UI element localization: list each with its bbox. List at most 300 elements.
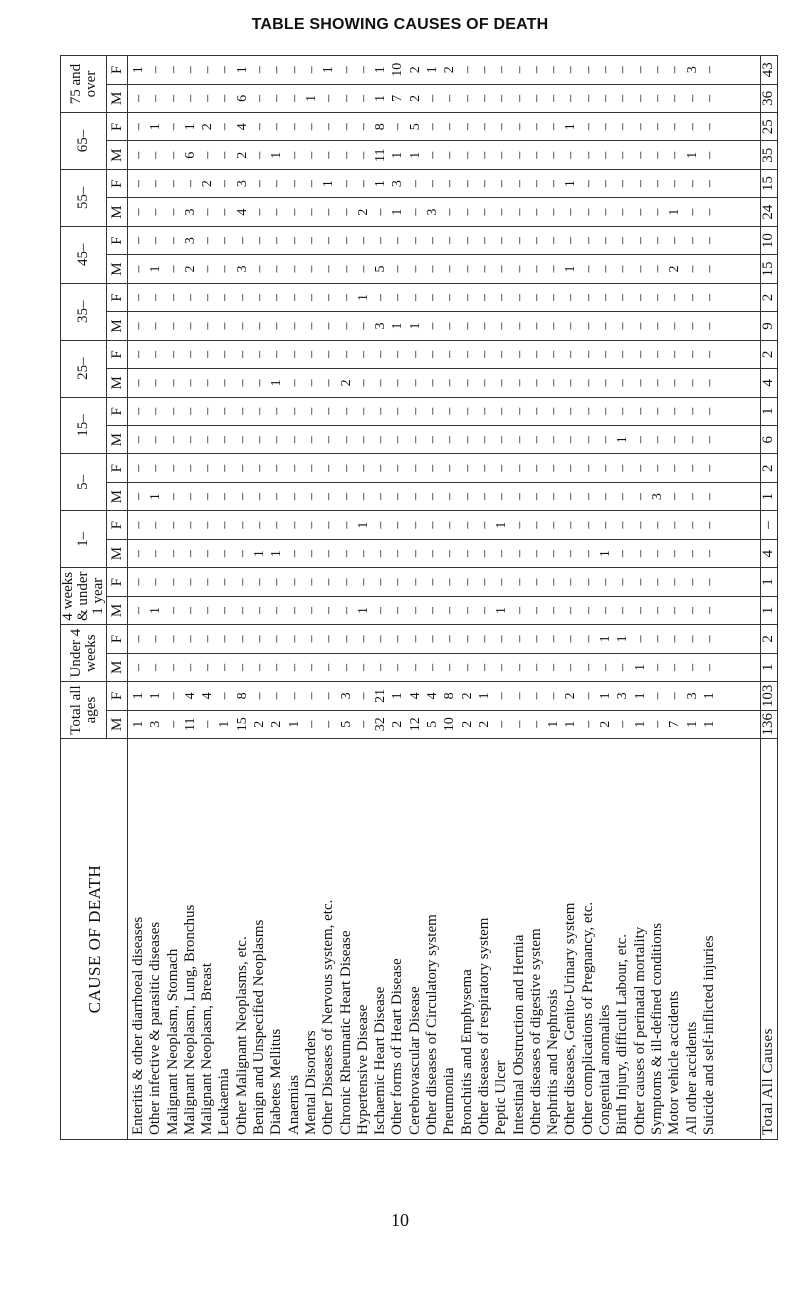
cell-value: – xyxy=(528,350,544,358)
cell-value: – xyxy=(286,692,302,700)
cell-value: – xyxy=(148,379,164,387)
cell-value: – xyxy=(649,606,665,614)
cell-value: 1 xyxy=(615,635,631,643)
cell-value: – xyxy=(321,578,337,586)
total-value: 4 xyxy=(760,369,777,397)
cell-value: – xyxy=(338,464,354,472)
cell-value: – xyxy=(425,493,441,501)
cell-value: – xyxy=(217,123,233,131)
cell-value: – xyxy=(165,151,181,159)
cell-value: 4 xyxy=(200,692,216,700)
cell-value: – xyxy=(200,436,216,444)
cell-value: – xyxy=(632,237,648,245)
cell-value: – xyxy=(701,208,717,216)
cell-value: – xyxy=(165,293,181,301)
cell-value: – xyxy=(234,521,250,529)
cell-value: – xyxy=(632,208,648,216)
cell-value: – xyxy=(373,293,389,301)
total-value: – xyxy=(760,511,777,539)
cell-value: – xyxy=(459,322,475,330)
cell-value: 1 xyxy=(615,436,631,444)
cell-value: – xyxy=(442,663,458,671)
cell-value: 2 xyxy=(200,123,216,131)
cell-value: 2 xyxy=(667,265,683,273)
cell-value: – xyxy=(234,407,250,415)
cell-value: 10 xyxy=(442,717,458,732)
cell-value: – xyxy=(546,692,562,700)
cell-value: – xyxy=(425,578,441,586)
cell-value: – xyxy=(321,350,337,358)
cell-value: – xyxy=(390,663,406,671)
cell-value: – xyxy=(684,606,700,614)
value-column xyxy=(128,169,761,197)
cell-value: – xyxy=(632,151,648,159)
cell-value: – xyxy=(528,578,544,586)
cell-value: – xyxy=(701,635,717,643)
cell-value: 2 xyxy=(252,720,268,728)
cell-value: 1 xyxy=(269,379,285,387)
male-column-header: M xyxy=(107,653,128,681)
cell-value: – xyxy=(338,237,354,245)
male-column-header: M xyxy=(107,539,128,567)
cell-value: – xyxy=(321,663,337,671)
cell-value: – xyxy=(632,521,648,529)
cell-value: – xyxy=(649,208,665,216)
cell-value: – xyxy=(182,180,198,188)
cell-value: 1 xyxy=(563,720,579,728)
cell-value: – xyxy=(217,293,233,301)
age-group-header: 15– xyxy=(61,397,107,454)
cell-value: – xyxy=(200,521,216,529)
cell-value: – xyxy=(546,180,562,188)
cell-value: 8 xyxy=(442,692,458,700)
cell-value: – xyxy=(667,436,683,444)
cell-value: 15 xyxy=(234,717,250,732)
cell-value: 1 xyxy=(632,663,648,671)
cell-value: – xyxy=(476,663,492,671)
cause-label: Leukaemia xyxy=(216,1068,233,1135)
cell-value: – xyxy=(476,94,492,102)
cell-value: – xyxy=(131,322,146,330)
value-column xyxy=(128,539,761,567)
age-group-header: 65– xyxy=(61,113,107,170)
cell-value: – xyxy=(667,237,683,245)
cell-value: – xyxy=(321,521,337,529)
cell-value: – xyxy=(528,407,544,415)
cell-value: – xyxy=(355,663,371,671)
cell-value: – xyxy=(494,322,510,330)
value-column xyxy=(128,710,761,738)
cell-value: – xyxy=(182,635,198,643)
cell-value: – xyxy=(511,521,527,529)
cell-value: – xyxy=(234,436,250,444)
total-row xyxy=(760,56,777,1140)
cause-label: Other forms of Heart Disease xyxy=(389,958,406,1135)
cell-value: – xyxy=(528,379,544,387)
cell-value: – xyxy=(667,123,683,131)
cell-value: – xyxy=(528,180,544,188)
cell-value: – xyxy=(252,180,268,188)
male-column-header: M xyxy=(107,710,128,738)
cell-value: – xyxy=(580,94,596,102)
cell-value: – xyxy=(615,407,631,415)
cell-value: – xyxy=(494,407,510,415)
cell-value: – xyxy=(355,692,371,700)
female-column-header: F xyxy=(107,283,128,311)
cell-value: – xyxy=(632,350,648,358)
cause-label: Other Malignant Neoplasms, etc. xyxy=(233,936,250,1135)
cell-value: – xyxy=(511,379,527,387)
cell-value: – xyxy=(148,436,164,444)
cell-value: 1 xyxy=(407,151,423,159)
page-title: TABLE SHOWING CAUSES OF DEATH xyxy=(251,16,549,33)
cell-value: – xyxy=(321,265,337,273)
cell-value: – xyxy=(701,94,717,102)
female-column-header: F xyxy=(107,226,128,254)
cell-value: – xyxy=(476,66,492,74)
cell-value: – xyxy=(598,493,614,501)
cell-value: – xyxy=(303,407,319,415)
cell-value: – xyxy=(615,350,631,358)
cell-value: – xyxy=(494,123,510,131)
cell-value: – xyxy=(131,237,146,245)
total-value: 1 xyxy=(760,596,777,624)
cell-value: – xyxy=(131,208,146,216)
cell-value: 2 xyxy=(355,208,371,216)
cell-value: – xyxy=(165,436,181,444)
total-value: 1 xyxy=(760,482,777,510)
cell-value: – xyxy=(442,180,458,188)
cell-value: – xyxy=(511,663,527,671)
cell-value: – xyxy=(580,322,596,330)
cell-value: – xyxy=(217,322,233,330)
cell-value: – xyxy=(494,180,510,188)
cell-value: – xyxy=(476,293,492,301)
cell-value: – xyxy=(546,407,562,415)
cause-label: Motor vehicle accidents xyxy=(666,990,683,1135)
cell-value: – xyxy=(632,464,648,472)
total-value: 2 xyxy=(760,454,777,482)
cell-value: – xyxy=(286,606,302,614)
cell-value: – xyxy=(425,293,441,301)
cell-value: – xyxy=(632,407,648,415)
cell-value: – xyxy=(442,521,458,529)
cell-value: – xyxy=(217,208,233,216)
cause-label: Other infective & parasitic diseases xyxy=(147,921,164,1135)
cause-label: Other causes of perinatal mortality xyxy=(631,926,648,1135)
cell-value: – xyxy=(373,436,389,444)
cell-value: – xyxy=(511,293,527,301)
cell-value: 1 xyxy=(598,692,614,700)
male-column-header: M xyxy=(107,84,128,112)
cell-value: – xyxy=(355,550,371,558)
cell-value: – xyxy=(563,436,579,444)
cell-value: – xyxy=(407,578,423,586)
cell-value: – xyxy=(598,379,614,387)
cell-value: – xyxy=(528,94,544,102)
cell-value: – xyxy=(182,350,198,358)
cell-value: – xyxy=(407,635,423,643)
age-group-header: 1– xyxy=(61,511,107,568)
cell-value: – xyxy=(165,407,181,415)
cell-value: – xyxy=(252,293,268,301)
cell-value: – xyxy=(459,578,475,586)
cell-value: 1 xyxy=(321,66,337,74)
cell-value: – xyxy=(580,550,596,558)
cell-value: – xyxy=(373,606,389,614)
cell-value: – xyxy=(182,94,198,102)
cell-value: – xyxy=(165,237,181,245)
cell-value: – xyxy=(459,663,475,671)
cell-value: – xyxy=(459,66,475,74)
cell-value: – xyxy=(269,94,285,102)
female-column-header: F xyxy=(107,682,128,710)
cell-value: – xyxy=(303,66,319,74)
cell-value: – xyxy=(684,237,700,245)
total-value: 6 xyxy=(760,426,777,454)
cell-value: – xyxy=(303,521,319,529)
cell-value: – xyxy=(615,606,631,614)
cell-value: – xyxy=(217,151,233,159)
cell-value: – xyxy=(563,550,579,558)
cell-value: – xyxy=(615,66,631,74)
cell-value: – xyxy=(476,578,492,586)
cell-value: – xyxy=(407,265,423,273)
cell-value: 4 xyxy=(425,692,441,700)
cell-value: – xyxy=(148,521,164,529)
cell-value: – xyxy=(701,521,717,529)
cell-value: – xyxy=(425,151,441,159)
cell-value: – xyxy=(580,66,596,74)
cell-value: – xyxy=(442,123,458,131)
cell-value: – xyxy=(390,350,406,358)
cell-value: – xyxy=(546,521,562,529)
female-column-header: F xyxy=(107,625,128,653)
cell-value: 4 xyxy=(234,123,250,131)
cell-value: – xyxy=(494,493,510,501)
age-group-header: 55– xyxy=(61,169,107,226)
cell-value: – xyxy=(217,436,233,444)
cell-value: 2 xyxy=(459,720,475,728)
cell-value: 1 xyxy=(563,265,579,273)
cell-value: 1 xyxy=(476,692,492,700)
cell-value: 3 xyxy=(234,265,250,273)
cell-value: – xyxy=(286,208,302,216)
cell-value: – xyxy=(165,663,181,671)
cell-value: 1 xyxy=(667,208,683,216)
cell-value: – xyxy=(321,123,337,131)
cell-value: 1 xyxy=(131,720,146,728)
cell-value: – xyxy=(684,350,700,358)
cell-value: – xyxy=(234,606,250,614)
cell-value: – xyxy=(321,407,337,415)
cell-value: – xyxy=(200,322,216,330)
female-column-header: F xyxy=(107,454,128,482)
cell-value: 3 xyxy=(182,208,198,216)
cell-value: – xyxy=(511,720,527,728)
cell-value: – xyxy=(615,237,631,245)
cell-value: – xyxy=(425,237,441,245)
cell-value: – xyxy=(182,464,198,472)
cell-value: – xyxy=(546,322,562,330)
cell-value: – xyxy=(148,293,164,301)
cause-column-header: CAUSE OF DEATH xyxy=(61,739,128,1140)
cell-value: – xyxy=(528,322,544,330)
cell-value: – xyxy=(252,493,268,501)
cell-value: – xyxy=(269,293,285,301)
cell-value: – xyxy=(528,464,544,472)
cell-value: – xyxy=(373,550,389,558)
cell-value: 21 xyxy=(373,688,389,703)
cell-value: – xyxy=(252,436,268,444)
cause-label: Symptoms & ill-defined conditions xyxy=(648,922,665,1135)
cell-value: 2 xyxy=(182,265,198,273)
cell-value: 3 xyxy=(373,322,389,330)
cell-value: 1 xyxy=(632,692,648,700)
cell-value: – xyxy=(546,350,562,358)
cell-value: – xyxy=(476,493,492,501)
cell-value: – xyxy=(476,265,492,273)
cell-value: – xyxy=(476,237,492,245)
cell-value: – xyxy=(580,407,596,415)
cell-value: – xyxy=(667,663,683,671)
cell-value: – xyxy=(321,208,337,216)
cell-value: – xyxy=(563,635,579,643)
total-value: 9 xyxy=(760,312,777,340)
cell-value: – xyxy=(338,208,354,216)
cell-value: – xyxy=(476,635,492,643)
cell-value: – xyxy=(303,123,319,131)
value-column xyxy=(128,283,761,311)
cell-value: 1 xyxy=(407,322,423,330)
cell-value: – xyxy=(286,94,302,102)
cell-value: – xyxy=(217,180,233,188)
cell-value: – xyxy=(511,436,527,444)
total-value: 1 xyxy=(760,397,777,425)
cell-value: – xyxy=(217,550,233,558)
cell-value: – xyxy=(200,493,216,501)
cell-value: – xyxy=(390,521,406,529)
age-group-header: 45– xyxy=(61,226,107,283)
cell-value: – xyxy=(407,180,423,188)
cell-value: – xyxy=(148,94,164,102)
cell-value: – xyxy=(425,663,441,671)
cell-value: – xyxy=(546,436,562,444)
cell-value: – xyxy=(217,606,233,614)
cell-value: – xyxy=(321,692,337,700)
cell-value: – xyxy=(598,180,614,188)
male-column-header: M xyxy=(107,141,128,169)
value-column xyxy=(128,312,761,340)
cell-value: 1 xyxy=(390,692,406,700)
cell-value: – xyxy=(563,663,579,671)
cell-value: – xyxy=(182,606,198,614)
cell-value: – xyxy=(303,151,319,159)
cell-value: – xyxy=(580,151,596,159)
cell-value: – xyxy=(615,293,631,301)
cell-value: 1 xyxy=(269,151,285,159)
cell-value: – xyxy=(563,407,579,415)
cell-value: – xyxy=(269,407,285,415)
cell-value: – xyxy=(269,436,285,444)
cause-label: Hypertensive Disease xyxy=(354,1004,371,1135)
cell-value: – xyxy=(667,692,683,700)
cell-value: – xyxy=(667,606,683,614)
cause-label: Peptic Ulcer xyxy=(493,1060,510,1135)
cause-label: Diabetes Mellitus xyxy=(268,1028,285,1135)
cell-value: – xyxy=(252,379,268,387)
value-column xyxy=(128,596,761,624)
cell-value: – xyxy=(598,123,614,131)
cell-value: – xyxy=(131,293,146,301)
cell-value: 2 xyxy=(459,692,475,700)
cell-value: – xyxy=(563,379,579,387)
cell-value: – xyxy=(494,265,510,273)
cell-value: – xyxy=(182,379,198,387)
cell-value: – xyxy=(303,293,319,301)
cell-value: – xyxy=(200,237,216,245)
cell-value: 2 xyxy=(200,180,216,188)
cell-value: – xyxy=(425,379,441,387)
cell-value: – xyxy=(632,493,648,501)
cell-value: – xyxy=(667,493,683,501)
cell-value: – xyxy=(459,208,475,216)
cell-value: – xyxy=(200,265,216,273)
cell-value: – xyxy=(442,436,458,444)
male-column-header: M xyxy=(107,255,128,283)
cell-value: – xyxy=(338,578,354,586)
cell-value: – xyxy=(476,407,492,415)
cell-value: – xyxy=(338,322,354,330)
cell-value: – xyxy=(442,464,458,472)
cause-label: Enteritis & other diarrhoeal diseases xyxy=(130,916,146,1135)
cell-value: – xyxy=(511,493,527,501)
cell-value: – xyxy=(442,379,458,387)
cell-value: – xyxy=(286,635,302,643)
cell-value: – xyxy=(252,606,268,614)
value-column xyxy=(128,198,761,226)
cell-value: – xyxy=(546,464,562,472)
cell-value: – xyxy=(269,123,285,131)
cause-label: Mental Disorders xyxy=(302,1030,319,1135)
cell-value: – xyxy=(476,123,492,131)
male-column-header: M xyxy=(107,482,128,510)
cell-value: – xyxy=(563,493,579,501)
cell-value: – xyxy=(269,635,285,643)
cell-value: – xyxy=(425,464,441,472)
cell-value: – xyxy=(649,151,665,159)
cell-value: 1 xyxy=(684,720,700,728)
cell-value: – xyxy=(131,493,146,501)
cell-value: – xyxy=(165,578,181,586)
cell-value: – xyxy=(373,407,389,415)
cell-value: 3 xyxy=(615,692,631,700)
cell-value: – xyxy=(667,578,683,586)
cell-value: – xyxy=(563,521,579,529)
cell-value: – xyxy=(390,606,406,614)
cause-label: Birth Injury, difficult Labour, etc. xyxy=(614,933,631,1135)
cell-value: 5 xyxy=(373,265,389,273)
cell-value: – xyxy=(649,720,665,728)
cell-value: – xyxy=(476,379,492,387)
cell-value: 3 xyxy=(684,692,700,700)
cell-value: – xyxy=(131,521,146,529)
cell-value: – xyxy=(338,151,354,159)
cell-value: 2 xyxy=(407,94,423,102)
cause-label: All other accidents xyxy=(683,1021,700,1135)
cell-value: – xyxy=(165,350,181,358)
value-column xyxy=(128,682,761,710)
